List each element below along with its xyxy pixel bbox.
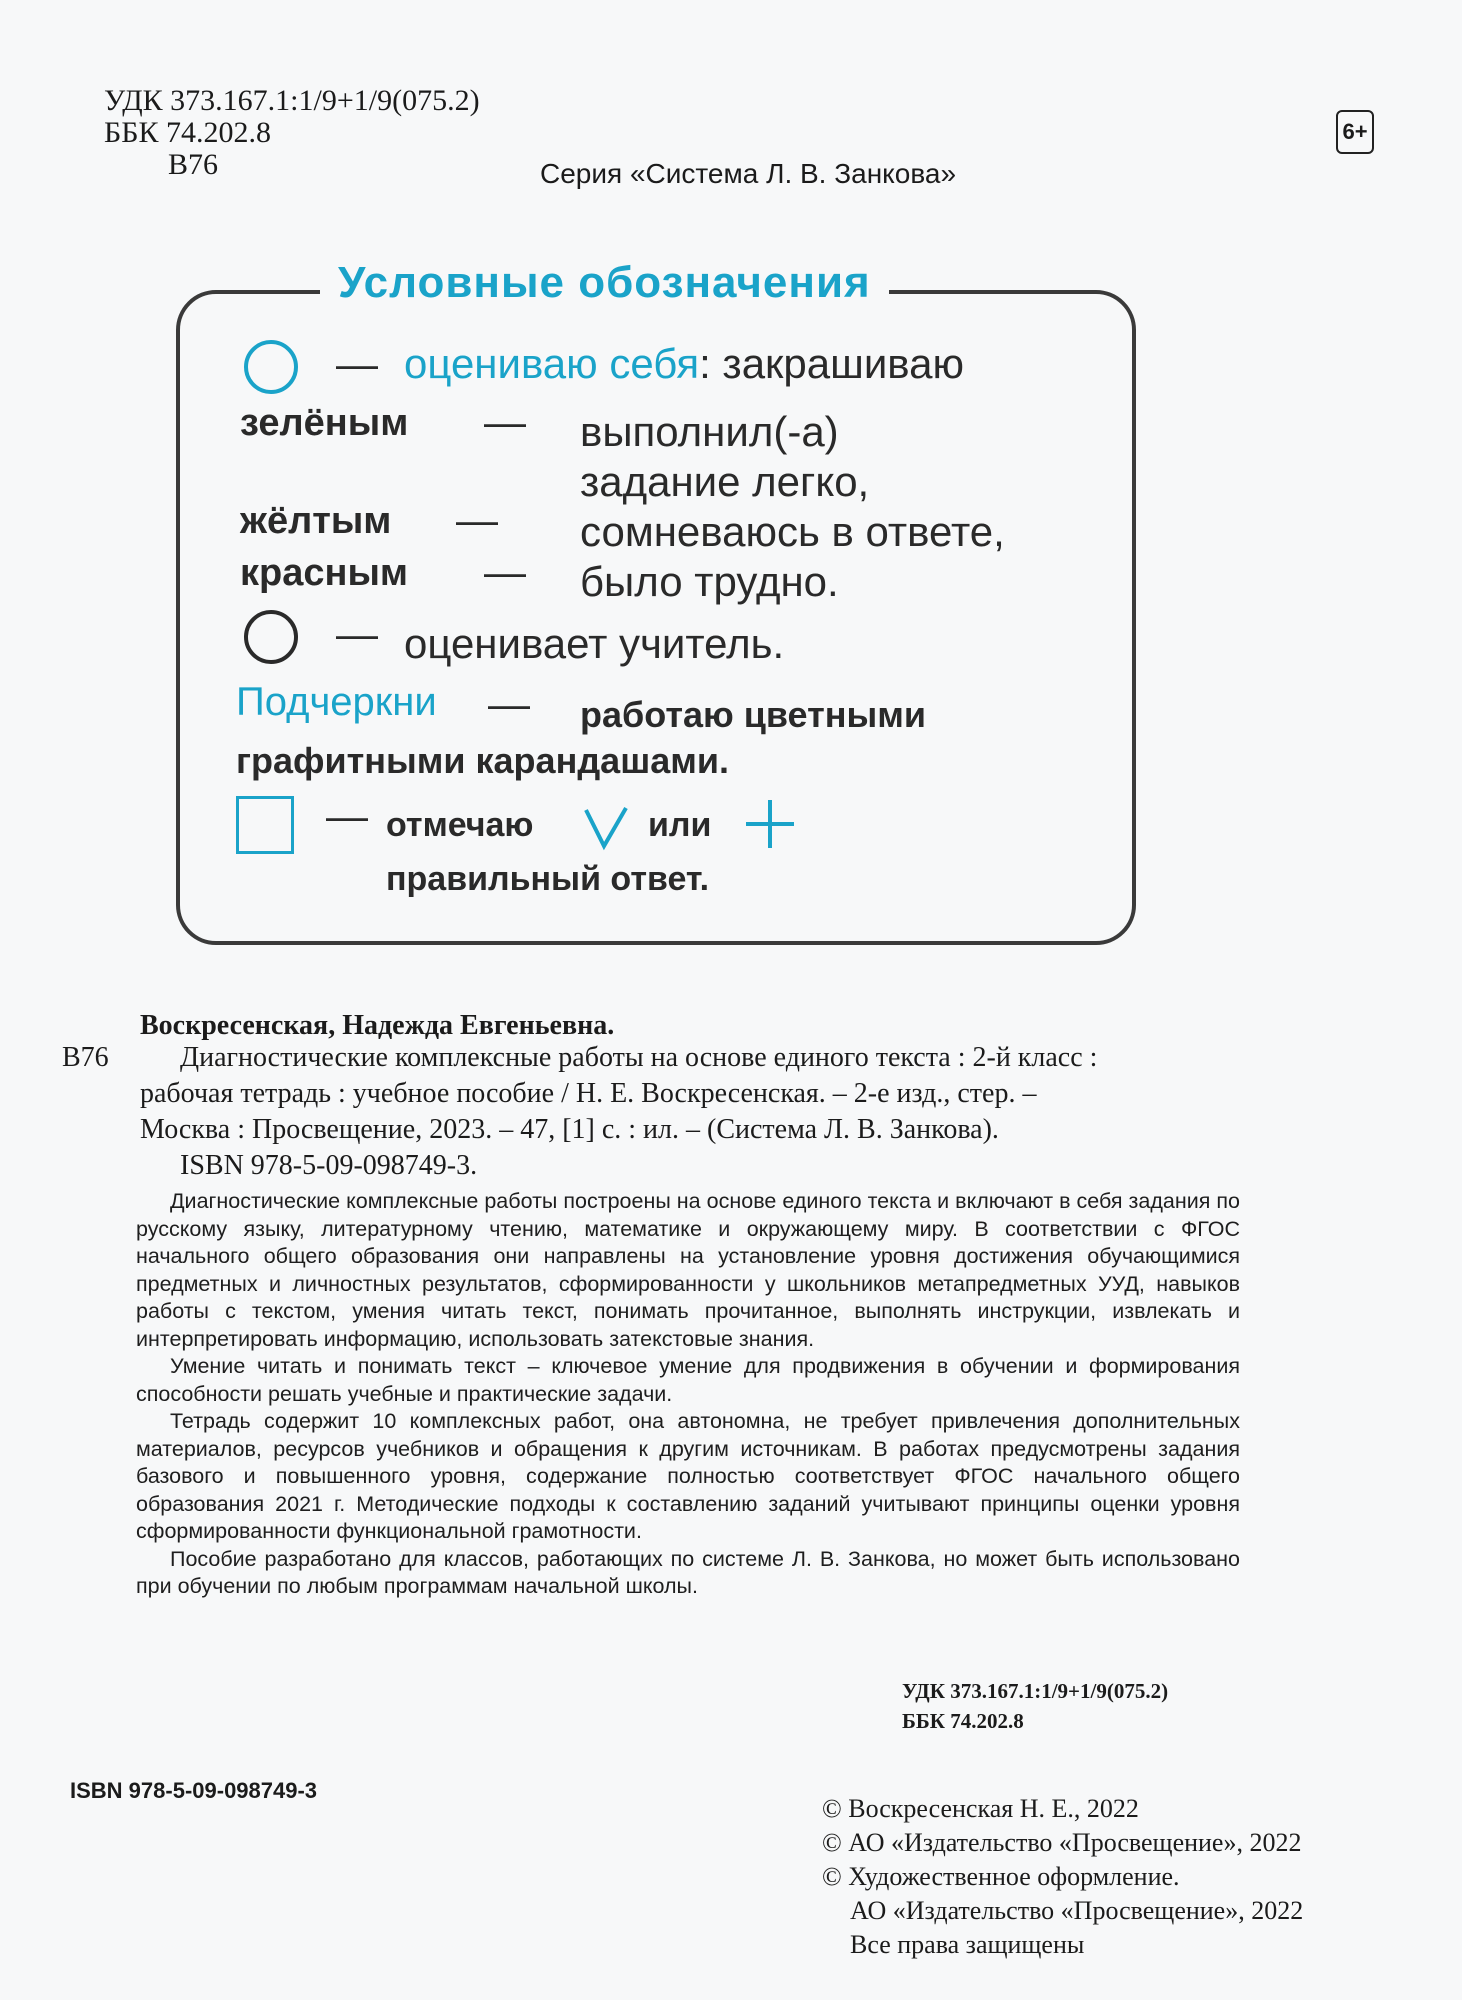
- legend-title: Условные обозначения: [320, 258, 889, 308]
- underline-text: работаю цветными: [580, 694, 926, 735]
- udk-header: УДК 373.167.1:1/9+1/9(075.2): [104, 84, 480, 117]
- mark-text: отмечаю: [386, 806, 534, 844]
- copyright-publisher: © АО «Издательство «Просвещение», 2022: [822, 1828, 1302, 1857]
- check-mark-icon: [582, 804, 630, 852]
- legend-frame: [176, 290, 1136, 945]
- mark-or: или: [648, 806, 712, 844]
- bib-isbn: ISBN 978-5-09-098749-3.: [180, 1150, 478, 1181]
- abstract-paragraph: Диагностические комплексные работы построены на основе единого текста и включают в себя задания по русскому языку, литературному чтению, математике и окружающему миру. В соответствии с ФГОС начального общего образования они направлены на установление уровня достижения обучающимися предметных и личностных результатов, сформированности у школьников метапредметных УУД, навыков работы с текстом, умения читать текст, понимать прочитанное, выполнять инструкции, извлекать и интерпретировать информацию, использовать затекстовые знания.: [136, 1189, 1240, 1351]
- green-word: зелёным: [240, 402, 409, 444]
- legend-dash: —: [326, 792, 368, 839]
- abstract-paragraph: Пособие разработано для классов, работающих по системе Л. В. Занкова, но может быть использовано при обучении по любым программам начальной школы.: [136, 1546, 1240, 1598]
- footer-isbn: ISBN 978-5-09-098749-3: [70, 1778, 318, 1803]
- copyright-design: © Художественное оформление.: [822, 1862, 1180, 1891]
- legend-dash: —: [484, 398, 526, 445]
- underline-text-2: графитными карандашами.: [236, 740, 729, 781]
- green-text-2: задание легко,: [580, 458, 870, 505]
- author-code: В76: [62, 1042, 109, 1073]
- underline-word: Подчеркни: [236, 680, 437, 724]
- legend-dash: —: [336, 340, 378, 387]
- bib-line-2: рабочая тетрадь : учебное пособие / Н. Е. Воскресенская. – 2-е изд., стер. –: [140, 1078, 1037, 1109]
- red-text: было трудно.: [580, 558, 839, 605]
- green-text: выполнил(-а): [580, 408, 839, 455]
- copyright-author: © Воскресенская Н. Е., 2022: [822, 1794, 1139, 1823]
- red-word: красным: [240, 552, 409, 594]
- yellow-text: сомневаюсь в ответе,: [580, 508, 1005, 555]
- legend-dash: —: [336, 610, 378, 657]
- self-assess-circle-icon: [244, 340, 298, 394]
- answer-box-icon: [236, 796, 294, 854]
- bib-line-1: Диагностические комплексные работы на основе единого текста : 2-й класс :: [180, 1042, 1098, 1073]
- self-assess-rest: : закрашиваю: [699, 340, 964, 387]
- series-title: Серия «Система Л. В. Занкова»: [540, 158, 957, 189]
- abstract-paragraph: Тетрадь содержит 10 комплексных работ, она автономна, не требует привлечения дополнительных материалов, ресурсов учебников и обращения к другим источникам. В работах предусмотрены задания базового и повышенного уровня, содержание полностью соответствует ФГОС начального общего образования 2021 г. Методические подходы к составлению заданий учитывают принципы оценки уровня сформированности функциональной грамотности.: [136, 1409, 1240, 1543]
- mark-text-2: правильный ответ.: [386, 860, 710, 898]
- abstract-paragraph: Умение читать и понимать текст – ключевое умение для продвижения в обучении и формирования способности решать учебные и практические задачи.: [136, 1354, 1240, 1406]
- yellow-word: жёлтым: [240, 500, 392, 542]
- self-assess-text: [404, 340, 964, 388]
- author-code-header: В76: [168, 148, 219, 181]
- self-assess-label: оцениваю себя: [404, 340, 700, 387]
- teacher-assess-circle-icon: [244, 610, 298, 664]
- age-rating-badge: 6+: [1336, 110, 1374, 154]
- copyright-design-publisher: АО «Издательство «Просвещение», 2022: [850, 1896, 1304, 1925]
- legend-dash: —: [488, 680, 530, 727]
- bbk-header: ББК 74.202.8: [104, 116, 271, 149]
- legend-dash: —: [456, 496, 498, 543]
- udk-classification: УДК 373.167.1:1/9+1/9(075.2): [902, 1679, 1169, 1703]
- abstract: [136, 1188, 1240, 1601]
- legend-dash: —: [484, 548, 526, 595]
- bbk-classification: ББК 74.202.8: [902, 1709, 1024, 1733]
- teacher-text: оценивает учитель.: [404, 620, 785, 667]
- author-name: Воскресенская, Надежда Евгеньевна.: [140, 1010, 615, 1041]
- plus-mark-icon: [742, 796, 798, 852]
- rights-reserved: Все права защищены: [850, 1930, 1085, 1959]
- bib-line-3: Москва : Просвещение, 2023. – 47, [1] с. : ил. – (Система Л. В. Занкова).: [140, 1114, 999, 1145]
